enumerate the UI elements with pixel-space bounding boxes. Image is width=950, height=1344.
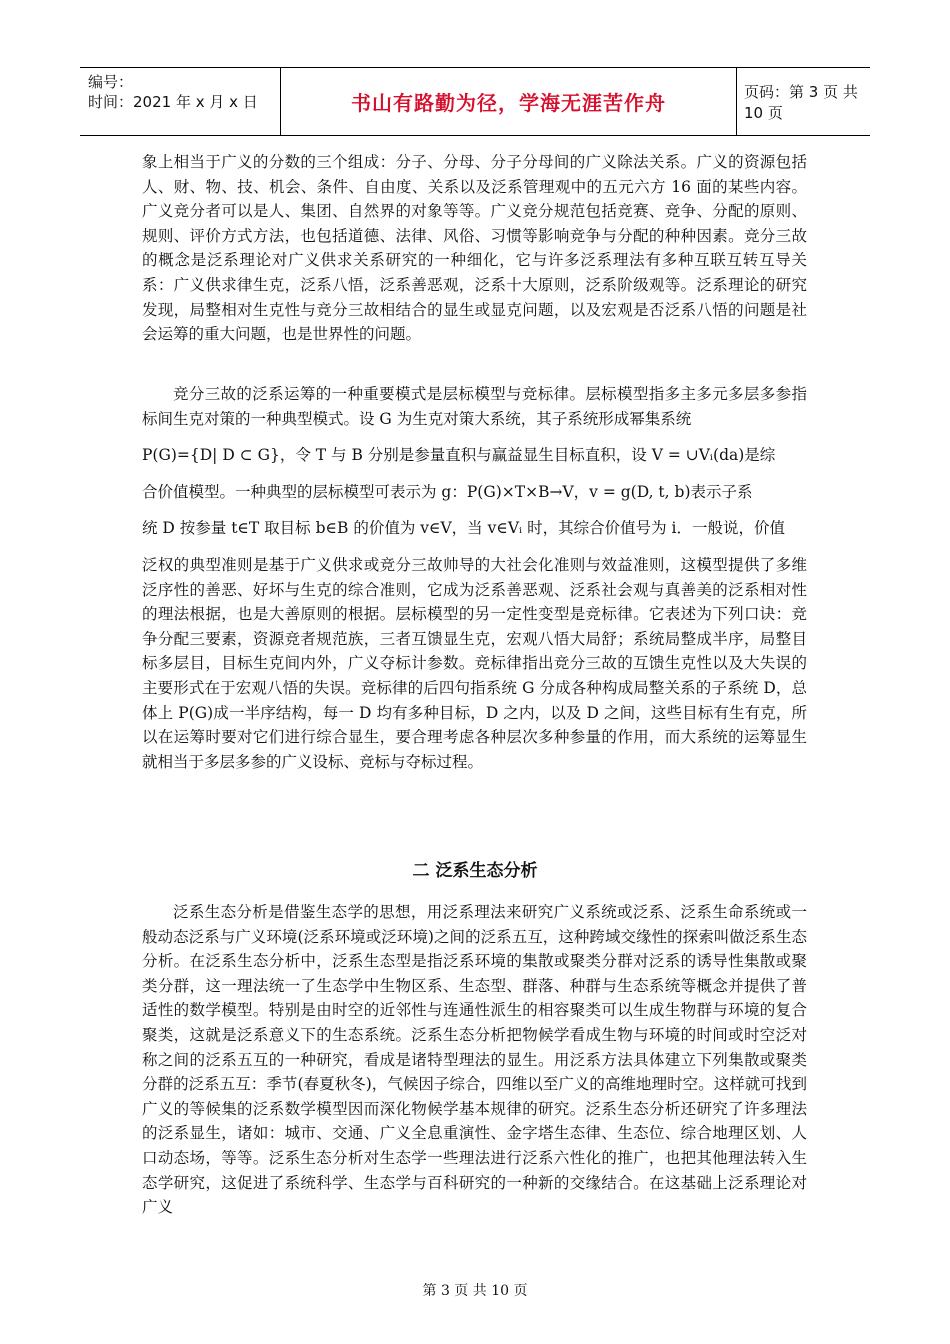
paragraph-3: 泛系生态分析是借鉴生态学的思想，用泛系理法来研究广义系统或泛系、泛系生命系统或一般动态泛系与广义环境(泛系环境或泛环境)之间的泛系五互，这种跨域交缘性的探索叫做泛系生态分析。在泛系生态分析中，泛系生态型是指泛系环境的集散或聚类分群对泛系的诱导性集散或聚类分群，这一理法统一了生态学中生物区系、生态型、群落、种群与生态系统等概念并提供了普适性的数学模型。特别是由时空的近邻性与连通性派生的相容聚类可以生成生物群与环境的复合聚类，这就是泛系意义下的生态系统。泛系生态分析把物候学看成生物与环境的时间或时空泛对称之间的泛系五互的一种研究，看成是诸特型理法的显生。用泛系方法具体建立下列集散或聚类分群的泛系五互：季节(春夏秋冬)，气候因子综合，四维以至广义的高维地理时空。这样就可找到广义的等候集的泛系数学模型因而深化物候学基本规律的研究。泛系生态分析还研究了许多理法的泛系显生，诸如：城市、交通、广义全息重演性、金字塔生态律、生态位、综合地理区划、人口动态场，等等。泛系生态分析对生态学一些理法进行泛系六性化的推广，也把其他理法转入生态学研究，这促进了系统科学、生态学与百科研究的一种新的交缘结合。在这基础上泛系理论对广义 [142, 903, 807, 1217]
paragraph-2-line-4: 统 D 按参量 t∈T 取目标 b∈B 的价值为 v∈V，当 v∈Vᵢ 时，其综合价值号为 i．一般说，价值 [142, 519, 785, 538]
header-page-info: 页码：第 3 页 共 10 页 [744, 82, 858, 122]
paragraph-2-line-1: 竞分三故的泛系运筹的一种重要模式是层标模型与竞标律。层标模型指多主多元多层多参指标间生克对策的一种典型模式。设 G 为生克对策大系统，其子系统形成幂集系统 [142, 385, 807, 428]
page-footer: 第 3 页 共 10 页 [422, 1283, 528, 1299]
paragraph-1: 象上相当于广义的分数的三个组成：分子、分母、分子分母间的广义除法关系。广义的资源包括人、财、物、技、机会、条件、自由度、关系以及泛系管理观中的五元六方 16 面的某些内容。广义竞分者可以是人、集团、自然界的对象等等。广义竞分规范包括竞赛、竞争、分配的原则、规则、评价方式方法，也包括道德、法律、风俗、习惯等影响竞争与分配的种种因素。竞分三故的概念是泛系理论对广义供求关系研究的一种细化，它与许多泛系理法有多种互联互转互导关系：广义供求律生克，泛系八悟，泛系善恶观，泛系十大原则，泛系阶级观等。泛系理论的研究发现，局整相对生克性与竞分三故相结合的显生或显克问题，以及宏观是否泛系八悟的问题是社会运筹的重大问题，也是世界性的问题。 [142, 153, 807, 344]
section-heading: 二 泛系生态分析 [412, 861, 538, 881]
motto-text: 书山有路勤为径，学海无涯苦作舟 [351, 91, 666, 115]
header-middle-cell [281, 68, 737, 135]
paragraph-2-line-2: P(G)={D| D ⊂ G}，令 T 与 B 分别是参量直积与赢益显生目标直积，设 V = ∪Vᵢ(da)是综 [142, 446, 776, 465]
paragraph-2 [142, 382, 807, 774]
number-label: 编号： [88, 73, 134, 91]
time-label: 时间：2021 年 x 月 x 日 [88, 93, 258, 111]
header-left-cell [80, 68, 281, 135]
header-right-cell [736, 68, 870, 135]
paragraph-2-line-5: 泛权的典型准则是基于广义供求或竞分三故帅导的大社会化准则与效益准则，这模型提供了多维泛序性的善恶、好坏与生克的综合准则，它成为泛系善恶观、泛系社会观与真善美的泛系相对性的理法根据，也是大善原则的根据。层标模型的另一定性变型是竞标律。它表述为下列口诀：竞争分配三要素，资源竞者规范族，三者互馈显生克，宏观八悟大局舒；系统局整成半序，局整目标多层目，目标生克间内外，广义夺标计参数。竞标律指出竞分三故的互馈生克性以及大失误的主要形式在于宏观八悟的失误。竞标律的后四句指系统 G 分成各种构成局整关系的子系统 D，总体上 P(G)成一半序结构，每一 D 均有多种目标，D 之内，以及 D 之间，这些目标有生有克，所以在运筹时要对它们进行综合显生，要合理考虑各种层次多种参量的作用，而大系统的运筹显生就相当于多层多参的广义设标、竞标与夺标过程。 [142, 555, 807, 771]
paragraph-2-line-3: 合价值模型。一种典型的层标模型可表示为 g：P(G)×T×B→V，v = g(D, t, b)表示子系 [142, 482, 753, 501]
page-header [80, 67, 870, 136]
